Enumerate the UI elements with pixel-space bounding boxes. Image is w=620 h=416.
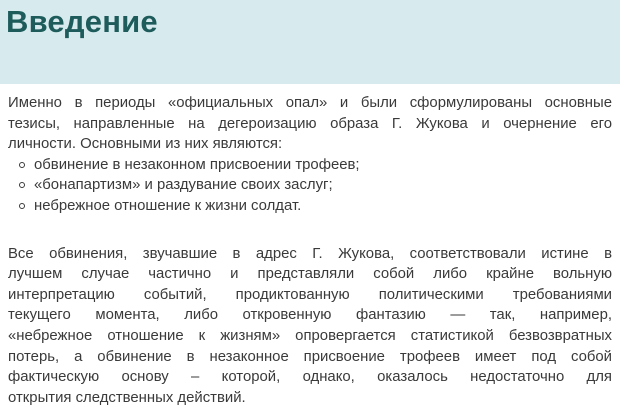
page-title: Введение — [6, 4, 158, 39]
intro-paragraph — [8, 93, 612, 155]
list-item-text: обвинение в незаконном присвоении трофеев; — [34, 156, 360, 173]
bullet-list — [8, 155, 612, 217]
list-item — [8, 175, 612, 196]
circle-bullet-icon — [19, 182, 25, 188]
list-item-text: «бонапартизм» и раздувание своих заслуг; — [34, 177, 333, 194]
document-body — [8, 93, 612, 408]
body-line: открытия следственных действий. — [8, 389, 246, 406]
body-line: интерпретацию событий, продиктованную политическими требованиями — [8, 286, 612, 303]
title-banner — [0, 0, 620, 84]
body-line: Все обвинения, звучавшие в адрес Г. Жукова, соответствовали истине в — [8, 245, 612, 262]
intro-line: тезисы, направленные на дегероизацию образа Г. Жукова и очернение его — [8, 115, 612, 132]
body-line: фактическую основу – которой, однако, оказалось недостаточно для — [8, 369, 612, 386]
body-line: текущего момента, либо откровенную фантазию — так, например, — [8, 307, 612, 324]
body-paragraph — [8, 244, 612, 409]
circle-bullet-icon — [19, 162, 25, 168]
body-line: «небрежное отношение к жизням» опровергается статистикой безвозвратных — [8, 327, 612, 344]
list-item — [8, 155, 612, 176]
intro-line: личности. Основными из них являются: — [8, 136, 283, 153]
body-line: лучшем случае частично и представляли собой либо крайне вольную — [8, 266, 612, 283]
list-item — [8, 196, 612, 217]
body-line: потерь, а обвинение в незаконное присвоение трофеев имеет под собой — [8, 348, 612, 365]
paragraph-spacer — [8, 217, 612, 244]
list-item-text: небрежное отношение к жизни солдат. — [34, 197, 302, 214]
intro-line: Именно в периоды «официальных опал» и были сформулированы основные — [8, 95, 612, 111]
circle-bullet-icon — [19, 203, 25, 209]
